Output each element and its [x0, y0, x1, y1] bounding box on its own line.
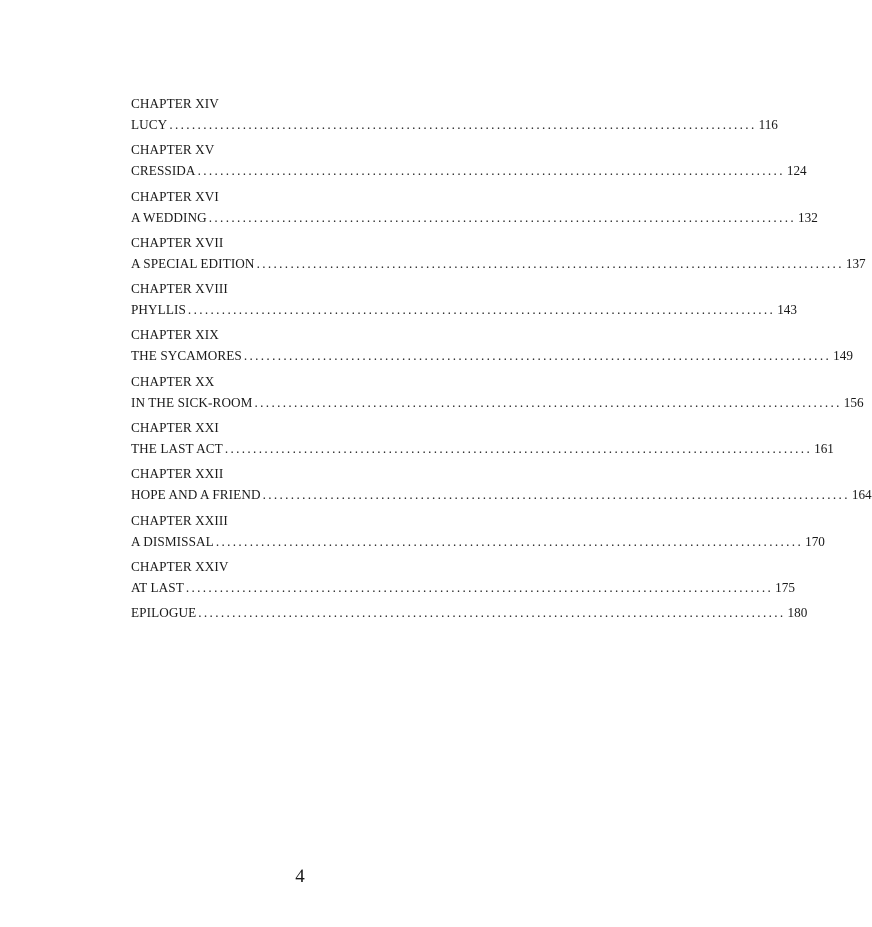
chapter-title: HOPE AND A FRIEND [131, 487, 261, 503]
chapter-title-line[interactable] [131, 484, 872, 505]
toc-entry-chapter-22 [131, 463, 872, 509]
dot-leader: ........................................................................................................ [208, 209, 797, 225]
chapter-title: LUCY [131, 117, 168, 132]
toc-entry-chapter-23 [131, 510, 825, 556]
toc-entry-chapter-21 [131, 417, 834, 463]
page-reference: 116 [758, 117, 778, 132]
chapter-title: A WEDDING [131, 209, 207, 225]
chapter-heading: CHAPTER XXIV [131, 558, 229, 574]
page-number: 4 [295, 866, 305, 887]
chapter-heading: CHAPTER XVIII [131, 281, 228, 297]
epilogue-title: EPILOGUE [131, 605, 197, 621]
toc-entry-chapter-20 [131, 371, 864, 417]
dot-leader: ........................................................................................................ [224, 441, 813, 457]
epilogue-title-line[interactable] [131, 602, 808, 623]
chapter-title-line[interactable] [131, 299, 797, 320]
page-reference: 175 [775, 579, 795, 595]
dot-leader: ........................................................................................................ [197, 163, 785, 179]
page-reference: 137 [845, 255, 866, 271]
chapter-title: PHYLLIS [131, 302, 186, 318]
chapter-title-line[interactable] [131, 207, 818, 228]
chapter-title-line[interactable] [131, 577, 795, 598]
chapter-heading: CHAPTER XXI [131, 420, 219, 436]
page-reference: 124 [786, 163, 807, 179]
page-reference: 143 [777, 302, 797, 318]
page-reference: 164 [851, 487, 872, 503]
toc-entry-chapter-17 [131, 232, 866, 278]
dot-leader: ........................................................................................................ [215, 533, 804, 549]
chapter-heading: CHAPTER XVII [131, 234, 224, 250]
toc-entry-epilogue [131, 602, 808, 626]
chapter-title: CRESSIDA [131, 163, 196, 179]
dot-leader: ........................................................................................................ [187, 302, 776, 318]
chapter-title-line[interactable] [131, 392, 864, 413]
toc-entry-chapter-16 [131, 186, 818, 232]
dot-leader: ........................................................................................................ [169, 117, 757, 132]
toc-entry-chapter-19 [131, 324, 853, 370]
page-reference: 180 [787, 605, 808, 621]
dot-leader: ........................................................................................................ [262, 487, 850, 503]
chapter-title-line[interactable] [131, 114, 778, 135]
toc-entry-chapter-15 [131, 139, 807, 185]
chapter-heading: CHAPTER XXII [131, 466, 224, 482]
chapter-title: A DISMISSAL [131, 533, 214, 549]
page-reference: 132 [798, 209, 818, 225]
chapter-title: THE LAST ACT [131, 441, 223, 457]
dot-leader: ........................................................................................................ [185, 579, 774, 595]
table-of-contents [131, 93, 872, 626]
chapter-title: THE SYCAMORES [131, 348, 242, 364]
chapter-title-line[interactable] [131, 531, 825, 552]
dot-leader: ........................................................................................................ [243, 348, 832, 364]
page-reference: 149 [833, 348, 853, 364]
chapter-title: AT LAST [131, 579, 184, 595]
dot-leader: ........................................................................................................ [256, 255, 844, 271]
page-reference: 156 [843, 394, 864, 410]
chapter-heading: CHAPTER XX [131, 373, 215, 389]
dot-leader: ........................................................................................................ [254, 394, 842, 410]
chapter-heading: CHAPTER XVI [131, 188, 219, 204]
toc-entry-chapter-24 [131, 556, 795, 602]
chapter-heading: CHAPTER XXIII [131, 512, 228, 528]
chapter-title: IN THE SICK-ROOM [131, 394, 253, 410]
chapter-title-line[interactable] [131, 438, 834, 459]
page-reference: 161 [814, 441, 834, 457]
toc-entry-chapter-14 [131, 93, 778, 139]
chapter-title-line[interactable] [131, 345, 853, 366]
chapter-title-line[interactable] [131, 253, 866, 274]
chapter-heading: CHAPTER XIV [131, 96, 219, 111]
chapter-heading: CHAPTER XIX [131, 327, 219, 343]
chapter-heading: CHAPTER XV [131, 142, 215, 158]
page-reference: 170 [805, 533, 825, 549]
toc-entry-chapter-18 [131, 278, 797, 324]
chapter-title: A SPECIAL EDITION [131, 255, 255, 271]
dot-leader: ........................................................................................................ [198, 605, 786, 621]
chapter-title-line[interactable] [131, 160, 807, 181]
